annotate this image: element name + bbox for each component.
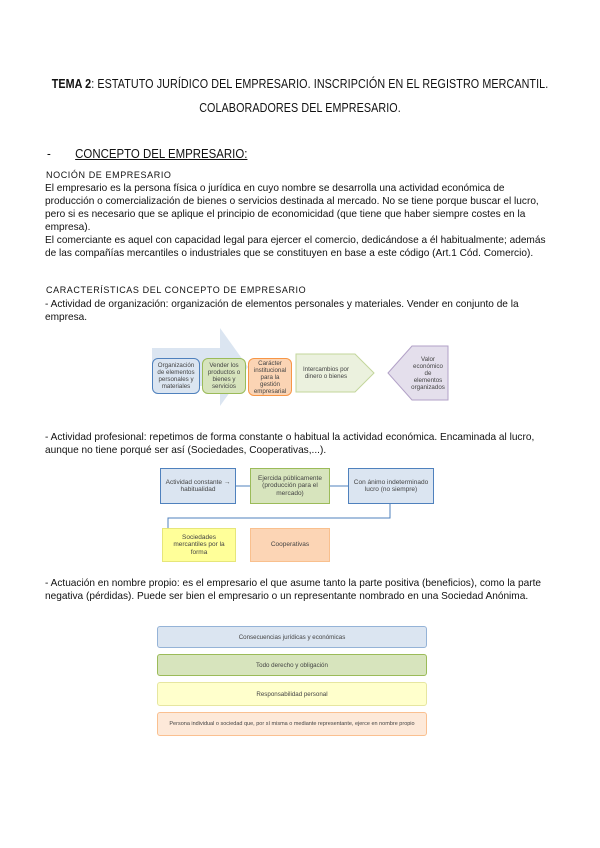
paragraph-empresario: El empresario es la persona física o jurídica en cuyo nombre se desarrolla una actividad económica de producción o comercialización de bienes o servicios destinada al mercado. No se tiene porque buscar el lucro, pero si es necesario que se aplique el principio de economicidad (que tiene que haber siempre costes en la empresa). <box>45 183 539 233</box>
diagram1-box-caracter: Carácter institucional para la gestión empresarial <box>248 358 292 396</box>
connector-3 <box>168 504 390 528</box>
document-title-line2: COLABORADORES DEL EMPRESARIO. <box>199 101 401 115</box>
diagram3-row-consecuencias: Consecuencias jurídicas y económicas <box>157 626 427 648</box>
diagram2-box-cooperativas: Cooperativas <box>250 528 330 562</box>
diagram3-row-persona: Persona individual o sociedad que, por sí misma o mediante representante, ejerce en nombre propio <box>157 712 427 736</box>
diagram2-box-animo: Con ánimo indeterminado lucro (no siempre) <box>348 468 434 504</box>
diagram2-box-actividad: Actividad constante → habitualidad <box>160 468 236 504</box>
paragraph-comerciante: El comerciante es aquel con capacidad legal para ejercer el comercio, dedicándose a él habitualmente; además de las compañías mercantiles o industriales que se constituyen en base a este código (Art.1 Cód. Comercio). <box>45 235 546 259</box>
title-rest: : ESTATUTO JURÍDICO DEL EMPRESARIO. INSCRIPCIÓN EN EL REGISTRO MERCANTIL. <box>91 77 549 91</box>
section-heading-text: CONCEPTO DEL EMPRESARIO: <box>75 146 248 161</box>
diagram2-box-sociedades: Sociedades mercantiles por la forma <box>162 528 236 562</box>
document-title <box>42 77 558 91</box>
diagram1-box-valor: Valor económico de elementos organizados <box>411 355 445 391</box>
section-bullet: - <box>47 146 51 161</box>
diagram1-box-vender: Vender los productos o bienes y servicios <box>202 358 246 394</box>
subheading-nocion: NOCIÓN DE EMPRESARIO <box>46 170 172 180</box>
paragraph-profesional: - Actividad profesional: repetimos de forma constante o habitual la actividad económica. Encaminada al lucro, aunque no tiene porqué ser así (Sociedades, Cooperativas,...). <box>45 432 535 456</box>
diagram3-row-responsabilidad: Responsabilidad personal <box>157 682 427 706</box>
diagram-profesional <box>160 466 440 566</box>
section-heading <box>47 146 247 161</box>
paragraph-nombre-propio: - Actuación en nombre propio: es el empresario el que asume tanto la parte positiva (beneficios), como la parte negativa (pérdidas). Puede ser bien el empresario o un representante nombrado en una Sociedad Anónima. <box>45 578 541 602</box>
paragraph-organizacion: - Actividad de organización: organización de elementos personales y materiales. Vender en conjunto de la empresa. <box>45 299 519 323</box>
paragraph-nocion <box>45 182 555 260</box>
diagram1-box-intercambios: Intercambios por dinero o bienes <box>302 366 350 380</box>
diagram3-row-derecho: Todo derecho y obligación <box>157 654 427 676</box>
diagram1-box-organizacion: Organización de elementos personales y materiales <box>152 358 200 394</box>
title-lead: TEMA 2 <box>51 77 92 91</box>
subheading-caracteristicas: CARACTERÍSTICAS DEL CONCEPTO DE EMPRESARIO <box>46 285 307 295</box>
diagram2-box-ejercida: Ejercida públicamente (producción para el mercado) <box>250 468 330 504</box>
diagram-organizacion <box>150 328 450 406</box>
diagram-nombre-propio <box>157 626 427 736</box>
